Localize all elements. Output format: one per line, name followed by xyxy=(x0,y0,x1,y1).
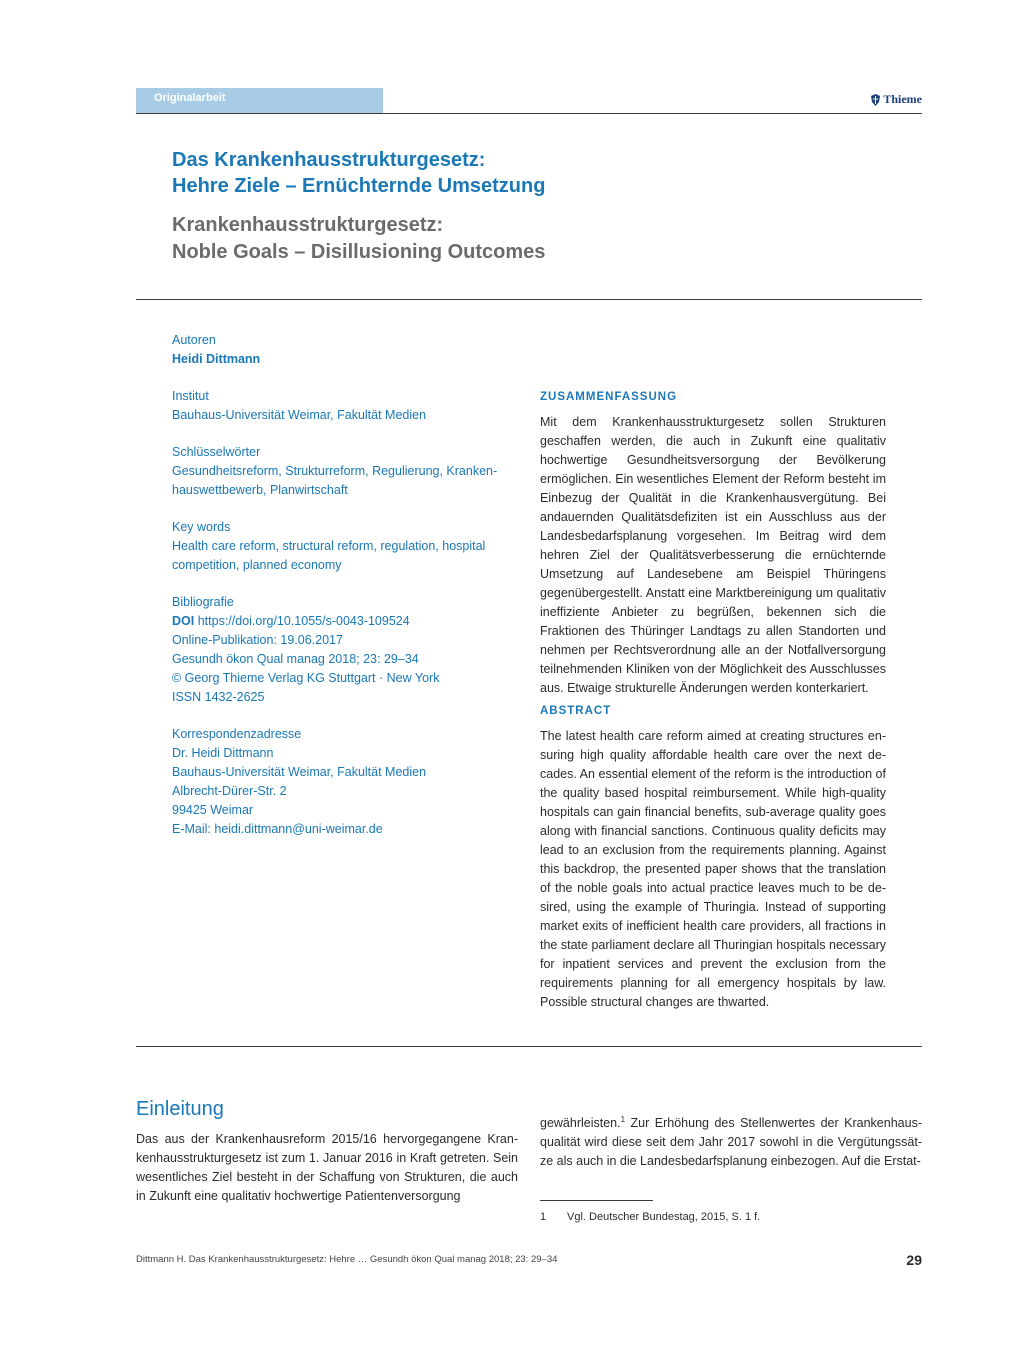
bibliography-label: Bibliografie xyxy=(172,595,234,609)
publisher-name: Thieme xyxy=(883,92,922,106)
correspondence-block xyxy=(172,725,517,839)
abstracts-column xyxy=(540,388,886,1016)
page-number: 29 xyxy=(906,1252,922,1268)
keywords-de-label: Schlüsselwörter xyxy=(172,445,261,459)
correspondence-name: Dr. Heidi Dittmann xyxy=(172,746,274,760)
keywords-de-line1: Gesundheitsreform, Strukturreform, Regulierung, Kranken- xyxy=(172,464,498,478)
article-metadata xyxy=(172,331,517,857)
publisher-logo xyxy=(871,92,922,107)
correspondence-label: Korrespondenzadresse xyxy=(172,727,302,741)
zusammenfassung-heading: ZUSAMMENFASSUNG xyxy=(540,391,678,403)
footnote-ref[interactable]: 1 xyxy=(620,1115,626,1124)
correspondence-email[interactable]: E-Mail: heidi.dittmann@uni-weimar.de xyxy=(172,822,383,836)
correspondence-institute: Bauhaus-Universität Weimar, Fakultät Medien xyxy=(172,765,427,779)
title-german-line2: Hehre Ziele – Ernüchternde Umsetzung xyxy=(172,175,546,197)
correspondence-city: 99425 Weimar xyxy=(172,803,254,817)
institute-label: Institut xyxy=(172,389,209,403)
doi-line xyxy=(172,612,517,631)
zusammenfassung-text: Mit dem Krankenhausstrukturgesetz sollen Strukturen geschaffen werden, die auch in Zukunft eine qualitativ hochwertige Gesundheitsversorgung der Bevölkerung ermöglichen. Ein wesentliches Element der Reform besteht im Einbezug der Qualität in die Krankenhausvergütung. Bei andauernden Qualitätsdefiziten ist ein Ausschluss aus der Landesbedarfsplanung vorgesehen. Im Beitrag wird dem hehren Ziel der Qualitätsverbesserung die ernüchternde Umsetzung auf Landesebene am Beispiel Thüringens gegenübergestellt. Anstatt eine Marktbereinigung um qualitativ ineffiziente Anbieter zu begrüßen, bekennen sich die Fraktionen des Thüringer Landtags zu allen Standorten und nehmen per Rechtsverordnung alle an der Notfallversorgung teilnehmenden Kliniken von der Möglichkeit des Ausschlusses aus. Etwaige strukturelle Änderungen werden konterkariert. xyxy=(540,415,886,695)
online-date: Online-Publikation: 19.06.2017 xyxy=(172,633,343,647)
abstract-rule xyxy=(136,1046,922,1047)
footnote-rule xyxy=(540,1200,653,1201)
title-english-line2: Noble Goals – Disillusioning Outcomes xyxy=(172,241,546,263)
footnote-text: Vgl. Deutscher Bundestag, 2015, S. 1 f. xyxy=(567,1211,761,1223)
copyright: © Georg Thieme Verlag KG Stuttgart · New York xyxy=(172,671,440,685)
intro-heading: Einleitung xyxy=(136,1098,224,1120)
title-german-line1: Das Krankenhausstrukturgesetz: xyxy=(172,149,486,171)
abstract-text: The latest health care reform aimed at creating structures ensuring high quality affordable health care over the next decades. An essential element of the reform is the introduction of the quality based hospital reimbursement. While high-quality hospitals can gain financial benefits, sub-average quality goes along with financial sanctions. Continuous quality deficits may lead to an exclusion from the requirements planning. Against this backdrop, the presented paper shows that the translation of the noble goals into actual practice leaves much to be desired, using the example of Thuringia. Instead of supporting market exits of inefficient health care providers, all fractions in the state parliament declare all Thuringian hospitals necessary for inpatient services and prevent the exclusion from the requirements planning for all emergency hospitals by law. Possible structural changes are thwarted. xyxy=(540,729,886,1009)
section-tab xyxy=(136,88,383,114)
abstract-heading: ABSTRACT xyxy=(540,705,612,717)
intro-text-left: Das aus der Krankenhausreform 2015/16 hervorgegangene Krankenhausstrukturgesetz ist zum 1. Januar 2016 in Kraft getreten. Sein wesentliches Ziel besteht in der Schaffung von Strukturen, die auch in Zukunft eine qualitativ hochwertige Patientenversorgung xyxy=(136,1132,518,1203)
header-rule xyxy=(136,113,922,114)
intro-text-right xyxy=(540,1110,922,1171)
journal-citation: Gesundh ökon Qual manag 2018; 23: 29–34 xyxy=(172,652,419,666)
correspondence-street: Albrecht-Dürer-Str. 2 xyxy=(172,784,287,798)
intro-right-start: gewährleisten. xyxy=(540,1116,621,1131)
section-label: Originalarbeit xyxy=(154,92,226,104)
keywords-en-label: Key words xyxy=(172,520,231,534)
author-name: Heidi Dittmann xyxy=(172,352,261,366)
title-german xyxy=(172,147,545,199)
footnote xyxy=(540,1211,760,1223)
doi-label: DOI xyxy=(172,614,195,628)
issn: ISSN 1432-2625 xyxy=(172,690,265,704)
title-english xyxy=(172,212,545,266)
title-rule xyxy=(136,299,922,300)
thieme-crest-icon xyxy=(871,94,880,106)
bibliography-block xyxy=(172,593,517,707)
authors-block xyxy=(172,331,517,369)
keywords-en-line1: Health care reform, structural reform, regulation, hospital xyxy=(172,539,486,553)
intro-right-rest: Zur Erhöhung des Stellenwertes der Krankenhausqualität wird diese seit dem Jahr 2017 sowohl in die Vergütungssätze als auch in die Landesbedarfsplanung einbezogen. Auf die Erstat- xyxy=(540,1116,922,1169)
keywords-de-line2: hauswettbewerb, Planwirtschaft xyxy=(172,483,348,497)
footer-citation: Dittmann H. Das Krankenhausstrukturgesetz: Hehre … Gesundh ökon Qual manag 2018; 23: 29–34 xyxy=(136,1254,558,1265)
authors-label: Autoren xyxy=(172,333,216,347)
keywords-de-block xyxy=(172,443,517,500)
doi-link[interactable]: https://doi.org/10.1055/s-0043-109524 xyxy=(197,614,410,628)
title-english-line1: Krankenhausstrukturgesetz: xyxy=(172,214,444,236)
institute-block xyxy=(172,387,517,425)
keywords-en-line2: competition, planned economy xyxy=(172,558,342,572)
keywords-en-block xyxy=(172,518,517,575)
institute-name: Bauhaus-Universität Weimar, Fakultät Medien xyxy=(172,408,427,422)
footnote-number: 1 xyxy=(540,1211,547,1223)
